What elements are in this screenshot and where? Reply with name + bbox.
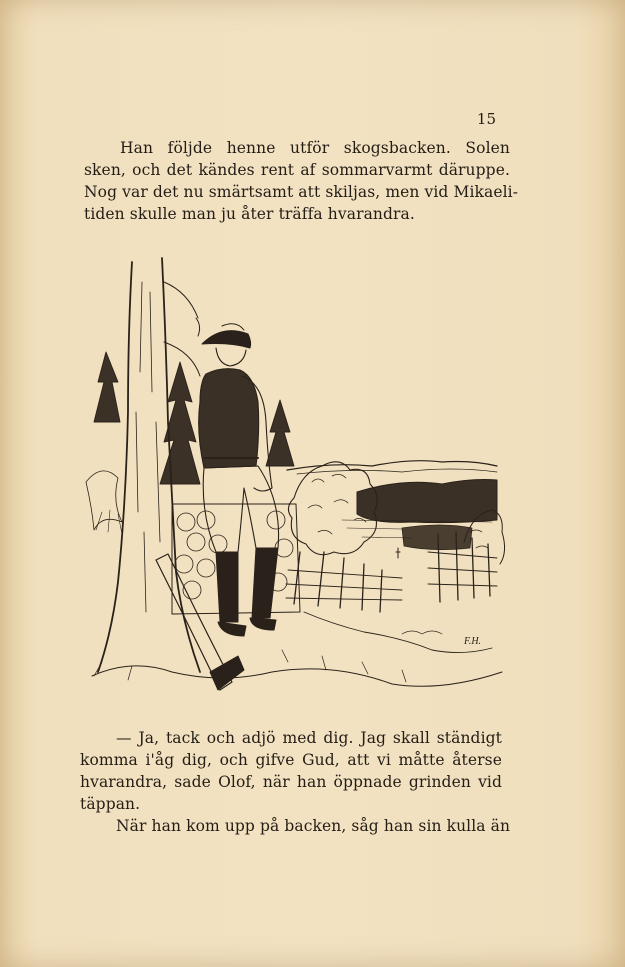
paragraph-bottom <box>80 727 511 837</box>
paragraph-top <box>84 137 519 225</box>
text-line: När han kom upp på backen, såg han sin kulla än <box>116 817 511 835</box>
illustration-man-overlooking-valley <box>72 252 512 702</box>
text-line: Han följde henne utför skogsbacken. Solen <box>120 139 510 157</box>
text-line: — Ja, tack och adjö med dig. Jag skall ständigt <box>116 729 502 747</box>
text-line: sken, och det kändes rent af sommarvarmt däruppe. <box>84 161 510 179</box>
text-line: tiden skulle man ju åter träffa hvarandra. <box>84 205 415 223</box>
text-line: komma i'åg dig, och gifve Gud, att vi måtte återse <box>80 751 502 769</box>
text-line: täppan. <box>80 795 141 813</box>
page-number: 15 <box>476 110 496 128</box>
text-line: Nog var det nu smärtsamt att skiljas, men vid Mikaeli- <box>84 183 519 201</box>
illustration-signature: F.H. <box>464 636 482 647</box>
text-line: hvarandra, sade Olof, när han öppnade grinden vid <box>80 773 502 791</box>
